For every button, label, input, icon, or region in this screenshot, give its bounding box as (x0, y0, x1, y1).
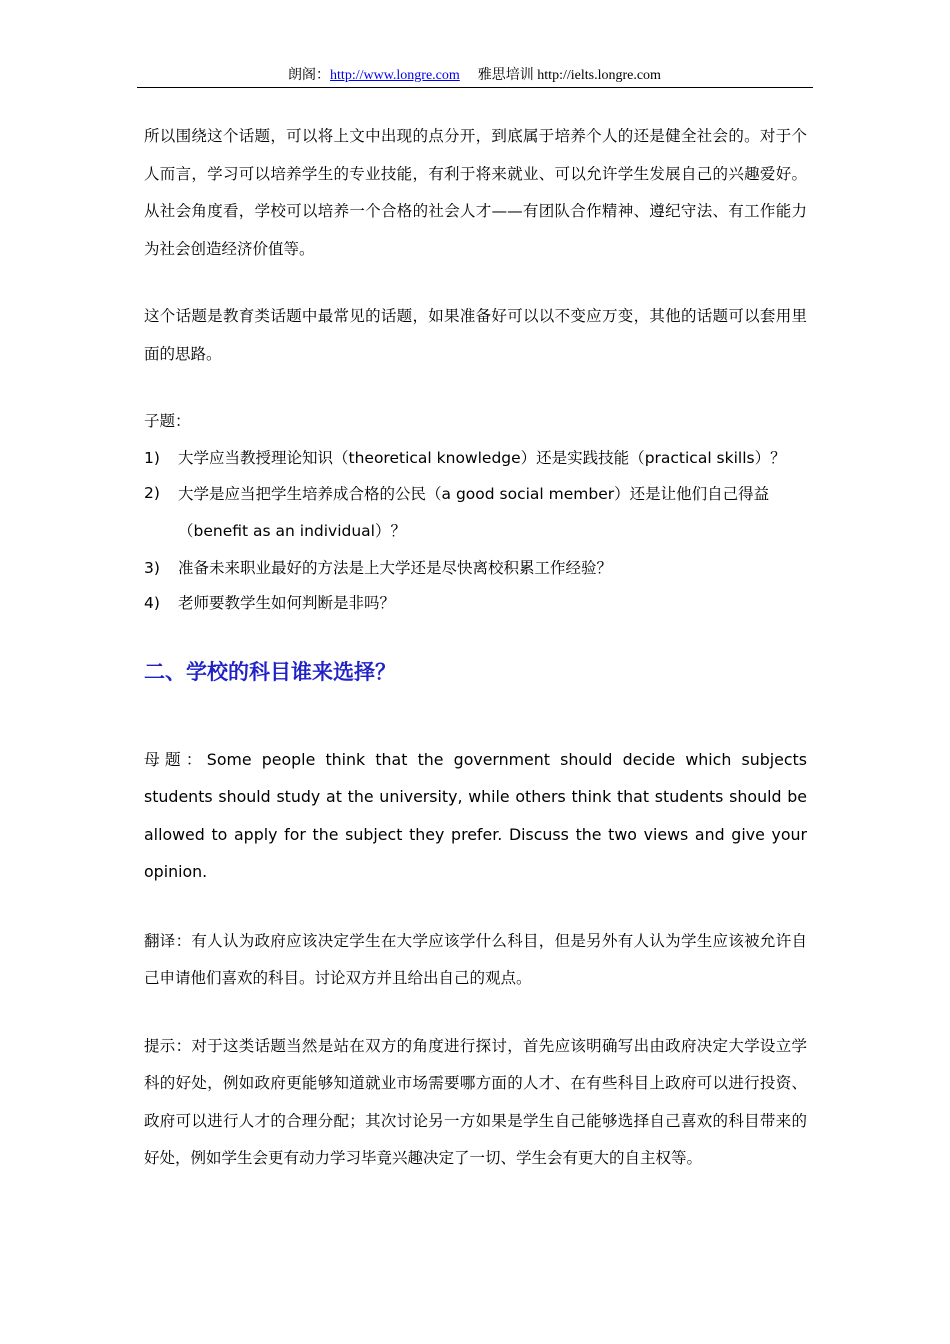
subtopic-text: ）还是让他们自己得益（ (178, 484, 770, 540)
subtopic-text: ）？ (375, 522, 407, 540)
header-label-longre: 朗阁： (288, 68, 331, 83)
section-heading: 二、学校的科目谁来选择？ (144, 659, 396, 684)
header-rule (137, 87, 813, 88)
subtopic-item (144, 476, 807, 551)
document-body (144, 118, 807, 1178)
subtopic-text: 准备未来职业最好的方法是上大学还是尽快离校积累工作经验？ (178, 558, 613, 577)
subtopic-number: 3) (144, 558, 160, 577)
mother-topic (144, 741, 807, 891)
mother-topic-text: Some people think that the government should decide which subjects students should study at the university, while others think that students should be allowed to apply for the subject they prefer. Discuss the two views and give your opinion. (144, 749, 807, 881)
header-link-longre[interactable]: http://www.longre.com (330, 68, 460, 83)
subtopic-number: 1) (144, 448, 160, 467)
subtopic-text: 大学是应当把学生培养成合格的公民（ (178, 484, 442, 503)
hint-paragraph: 提示：对于这类话题当然是站在双方的角度进行探讨，首先应该明确写出由政府决定大学设立学科的好处，例如政府更能够知道就业市场需要哪方面的人才、在有些科目上政府可以进行投资、政府可以进行人才的合理分配；其次讨论另一方如果是学生自己能够选择自己喜欢的科目带来的好处，例如学生会更有动力学习毕竟兴趣决定了一切、学生会有更大的自主权等。 (144, 1036, 807, 1167)
subtopic-english-term: theoretical knowledge (348, 448, 521, 467)
translation-paragraph: 翻译：有人认为政府应该决定学生在大学应该学什么科目，但是另外有人认为学生应该被允许自己申请他们喜欢的科目。讨论双方并且给出自己的观点。 (144, 931, 807, 987)
paragraph-summary: 所以围绕这个话题，可以将上文中出现的点分开，到底属于培养个人的还是健全社会的。对于个人而言，学习可以培养学生的专业技能，有利于将来就业、可以允许学生发展自己的兴趣爱好。从社会角度看，学校可以培养一个合格的社会人才——有团队合作精神、遵纪守法、有工作能力为社会创造经济价值等。 (144, 127, 807, 258)
subtopic-text: ）还是实践技能（ (520, 448, 645, 467)
subtopics-title: 子题： (144, 412, 191, 430)
subtopic-english-term: a good social member (441, 484, 615, 503)
subtopic-english-term: practical skills (644, 448, 755, 467)
subtopic-item (144, 441, 807, 476)
page-header (137, 66, 812, 86)
subtopic-item (144, 551, 807, 586)
header-label-ielts: 雅思培训 http://ielts.longre.com (477, 68, 661, 83)
subtopic-english-term: benefit as an individual (193, 522, 375, 540)
mother-topic-label: 母题： (144, 749, 207, 769)
subtopic-item (144, 586, 807, 621)
subtopic-text: 大学应当教授理论知识（ (178, 448, 349, 467)
subtopic-text: ）？ (754, 448, 786, 467)
subtopic-text: 老师要教学生如何判断是非吗？ (178, 593, 396, 612)
subtopics-list (144, 441, 807, 621)
subtopic-number: 4) (144, 593, 160, 612)
paragraph-note: 这个话题是教育类话题中最常见的话题，如果准备好可以以不变应万变，其他的话题可以套用里面的思路。 (144, 307, 807, 363)
subtopic-number: 2) (144, 483, 160, 502)
